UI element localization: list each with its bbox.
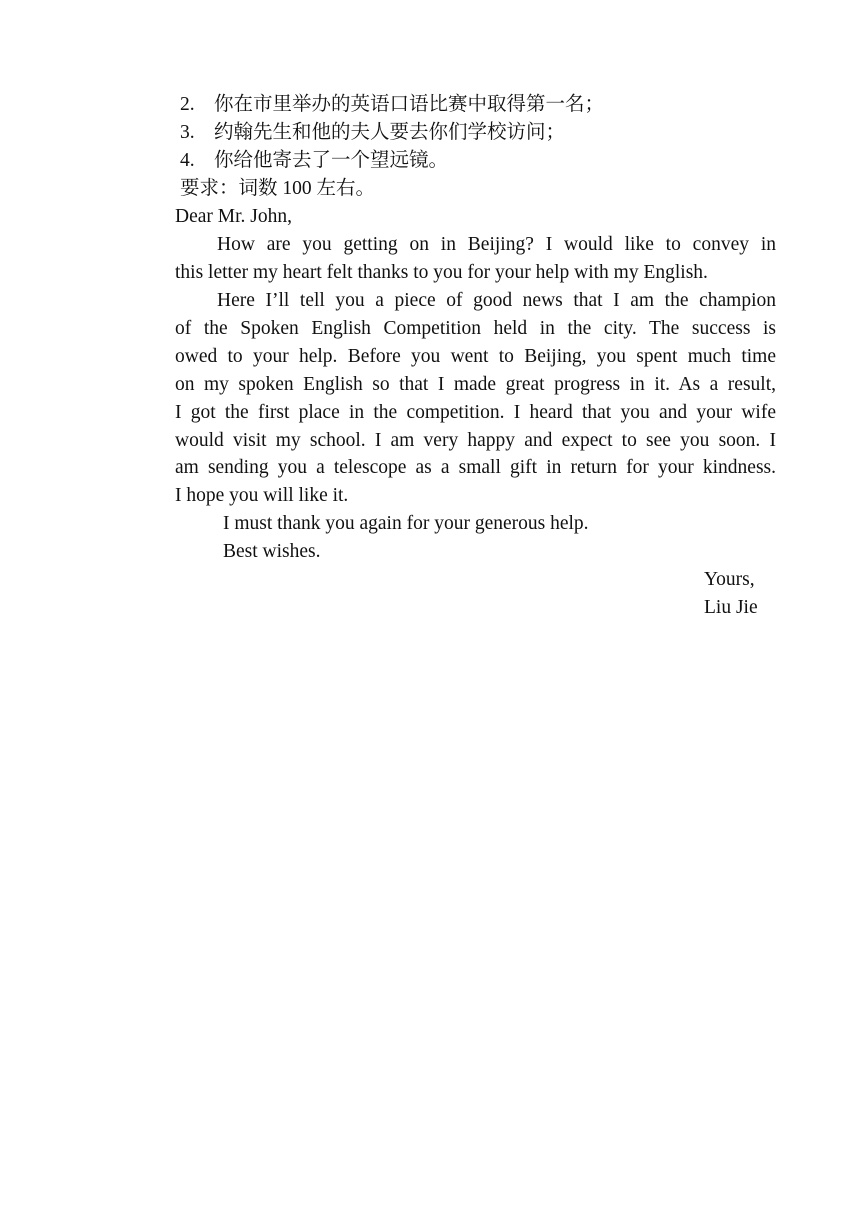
requirement-number: 2. [180,94,195,115]
paragraph-line: How are you getting on in Beijing? I would like to convey in [217,234,776,255]
requirement-text: 你给他寄去了一个望远镜。 [214,150,449,171]
paragraph-line: am sending you a telescope as a small gift in return for your kindness. [175,457,776,479]
letter-sign-off: Yours, [704,569,755,590]
requirement-item-4 [180,147,448,175]
letter-salutation: Dear Mr. John, [175,206,292,227]
letter-closing-wishes: Best wishes. [223,541,321,562]
word-count-requirement: 要求：词数 100 左右。 [180,178,376,199]
paragraph-line: of the Spoken English Competition held in the city. The success is [175,317,776,339]
paragraph-line: this letter my heart felt thanks to you for your help with my English. [175,261,708,283]
paragraph-line: would visit my school. I am very happy and expect to see you soon. I [175,429,776,451]
letter-paragraph-1 [175,231,776,287]
letter-closing-thanks: I must thank you again for your generous help. [223,513,589,534]
paragraph-line: owed to your help. Before you went to Beijing, you spent much time [175,345,776,367]
requirement-text: 约翰先生和他的夫人要去你们学校访问； [214,122,566,143]
paragraph-line: I hope you will like it. [175,485,349,507]
requirement-text: 你在市里举办的英语口语比赛中取得第一名； [214,94,605,115]
requirement-item-3 [180,119,565,147]
paragraph-line: Here I’ll tell you a piece of good news that I am the champion [217,290,776,311]
requirement-number: 4. [180,150,195,171]
requirement-number: 3. [180,122,195,143]
requirement-item-2 [180,91,604,119]
paragraph-line: on my spoken English so that I made great progress in it. As a result, [175,373,776,395]
letter-signature: Liu Jie [704,597,758,618]
letter-paragraph-2 [175,287,776,510]
paragraph-line: I got the first place in the competition. I heard that you and your wife [175,401,776,423]
